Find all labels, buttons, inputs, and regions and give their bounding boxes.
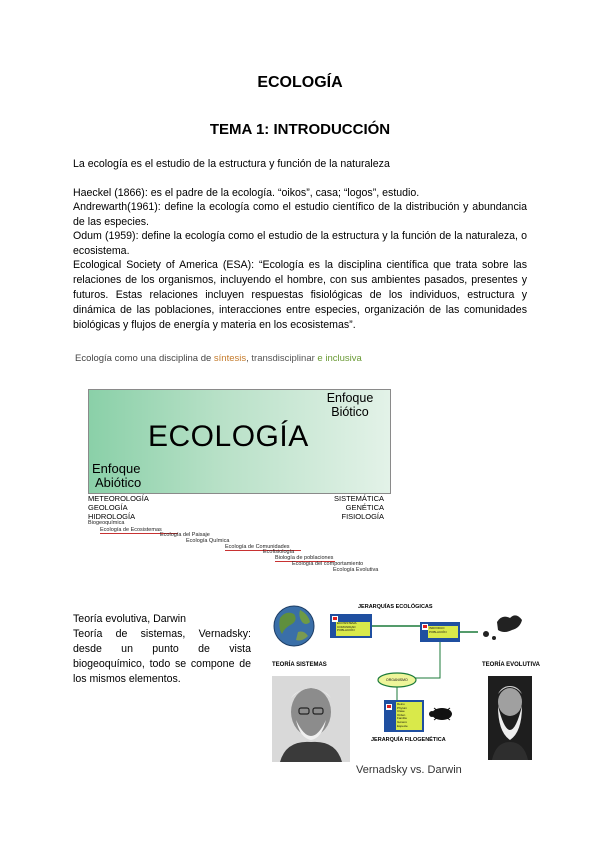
ecology-center-label: ECOLOGÍA [148,420,309,453]
document-title: ECOLOGÍA [257,74,343,91]
subdiscipline-item: Biología de poblaciones [275,555,334,561]
ecological-hierarchies-label: JERARQUÍAS ECOLÓGICAS [358,604,433,610]
abiotic-approach-label: Enfoque Abiótico [92,461,142,490]
subdiscipline-item: Ecología del comportamiento [292,561,364,567]
systems-theory-label: TEORÍA SISTEMAS [272,662,327,668]
vernadsky-portrait-image [272,676,350,762]
subdiscipline-item: Biogeoquímica [88,520,125,526]
definition-haeckel: Haeckel (1866): es el padre de la ecología. “oikos”, casa; “logos”, estudio. [73,187,420,199]
earth-globe-icon [274,606,314,646]
theory-systems: Teoría de sistemas, Vernadsky: desde un punto de vista biogeoquímico, todo se compone de los mismos elementos. [73,628,251,685]
phylogenetic-box-text: Reino Phylum Clase Orden Familia Género Especie [397,702,408,728]
vernadsky-darwin-caption: Vernadsky vs. Darwin [356,764,462,776]
abiotic-disciplines: METEOROLOGÍA GEOLOGÍA HIDROLOGÍA [88,494,149,521]
document-subtitle: TEMA 1: INTRODUCCIÓN [209,121,391,138]
theory-evolution: Teoría evolutiva, Darwin [73,613,187,625]
intro-paragraph: La ecología es el estudio de la estructura y función de la naturaleza [73,158,390,170]
figure1-caption: Ecología como una disciplina de síntesis, transdisciplinar e inclusiva [75,353,362,364]
definition-esa: Ecological Society of America (ESA): “Ecología es la disciplina científica que trata sobre las relaciones de los organismos, incluyendo el hombre, con sus ambientes pasados, presentes y futuros. Estas relaciones incluyen respuestas fisiológicas de los individuos, estructura y dinámica de las poblaciones, interacciones entre especies, organización de las comunidades biológicas y flujos de energía y materia en los ecosistemas”. [73,259,527,331]
definition-andrewarth: Andrewarth(1961): define la ecología como el estudio científico de la distribución y abundancia de las especies. [73,201,527,228]
subdiscipline-item: Ecología de Ecosistemas [100,527,162,533]
organism-oval-text: ORGANISMO [386,678,408,682]
individual-box-text: INDIVIDUO POBLACIÓN [429,626,447,634]
darwin-portrait-image [488,676,532,760]
subdiscipline-item: Ecología Evolutiva [333,567,379,573]
definition-odum: Odum (1959): define la ecología como el estudio de la estructura y la función de la naturaleza, o ecosistema. [73,230,527,257]
subdiscipline-item: Ecofisiología [263,549,295,555]
ecosystem-box-text: ECOSISTEMA COMUNIDAD POBLACIÓN [337,621,357,632]
beetle-icon [429,708,452,720]
evolutionary-theory-label: TEORÍA EVOLUTIVA [482,662,541,668]
subdiscipline-item: Ecología del Paisaje [160,532,210,538]
subdiscipline-item: Ecología de Comunidades [225,544,290,550]
phylogenetic-hierarchy-label: JERARQUÍA FILOGENÉTICA [371,737,446,743]
theories-text [73,612,251,687]
biotic-approach-label: Enfoque Biótico [326,391,374,419]
biotic-disciplines: SISTEMÁTICA GENÉTICA FISIOLOGÍA [333,494,384,521]
subdiscipline-item: Ecología Química [186,538,230,544]
animals-icon [483,615,522,640]
